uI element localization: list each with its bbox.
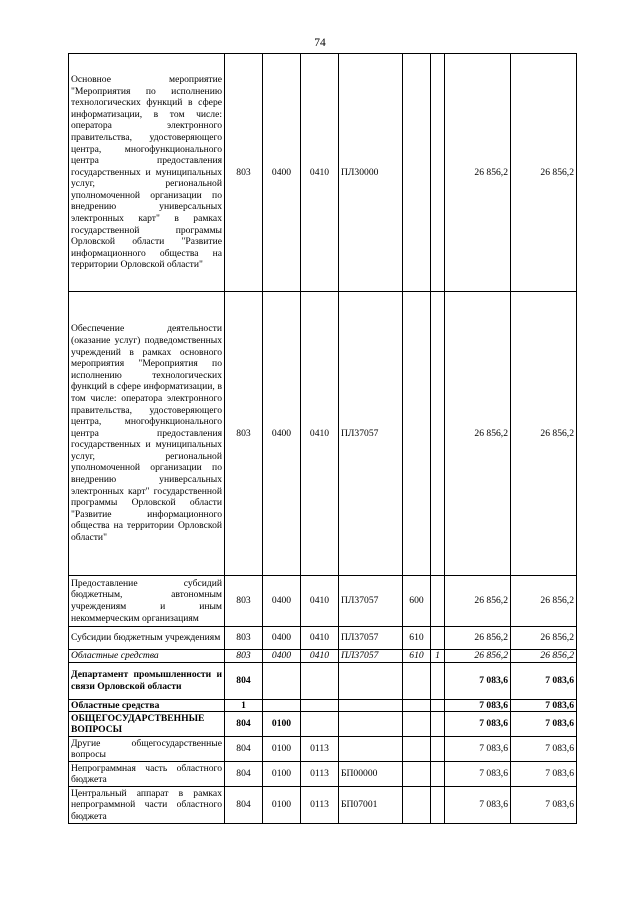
row-sum1-cell: 26 856,2: [445, 650, 511, 663]
row-sum1-cell: 26 856,2: [445, 627, 511, 650]
row-csr-cell: ПЛ37057: [339, 627, 403, 650]
row-csr-cell: [339, 662, 403, 699]
row-name-cell: Центральный аппарат в рамках непрограммной части областного бюджета: [69, 787, 225, 824]
row-sum1-cell: 7 083,6: [445, 787, 511, 824]
row-vr-cell: [403, 787, 431, 824]
row-name-cell: Субсидии бюджетным учреждениям: [69, 627, 225, 650]
row-pr-cell: [301, 699, 339, 712]
row-sum2-cell: 7 083,6: [511, 737, 577, 762]
row-vr-cell: 610: [403, 627, 431, 650]
row-src-cell: [431, 762, 445, 787]
table-row: [69, 787, 577, 824]
row-pr-cell: 0410: [301, 627, 339, 650]
row-pr-cell: 0410: [301, 576, 339, 627]
table-row: [69, 627, 577, 650]
row-sum2-cell: 26 856,2: [511, 576, 577, 627]
row-src-cell: [431, 737, 445, 762]
table-row: [69, 762, 577, 787]
table-row: [69, 699, 577, 712]
row-name-cell: Департамент промышленности и связи Орловской области: [69, 662, 225, 699]
row-csr-cell: ПЛ37057: [339, 576, 403, 627]
row-sum2-cell: 7 083,6: [511, 699, 577, 712]
row-pr-cell: 0410: [301, 292, 339, 576]
row-csr-cell: [339, 712, 403, 737]
row-rz-cell: 0400: [263, 576, 301, 627]
budget-table-body: [69, 54, 577, 824]
row-grbs-cell: 803: [225, 650, 263, 663]
table-row: [69, 292, 577, 576]
row-grbs-cell: 1: [225, 699, 263, 712]
row-pr-cell: 0113: [301, 787, 339, 824]
budget-table: [68, 53, 577, 824]
row-name-cell: Областные средства: [69, 699, 225, 712]
row-src-cell: [431, 662, 445, 699]
row-pr-cell: 0410: [301, 650, 339, 663]
row-sum1-cell: 26 856,2: [445, 54, 511, 292]
row-csr-cell: [339, 737, 403, 762]
row-src-cell: [431, 712, 445, 737]
row-sum2-cell: 26 856,2: [511, 292, 577, 576]
row-name-cell: Областные средства: [69, 650, 225, 663]
row-src-cell: [431, 787, 445, 824]
row-name-cell: ОБЩЕГОСУДАРСТВЕННЫЕ ВОПРОСЫ: [69, 712, 225, 737]
row-sum2-cell: 26 856,2: [511, 627, 577, 650]
row-vr-cell: [403, 292, 431, 576]
row-name-cell: Основное мероприятие "Мероприятия по исполнению технологических функций в сфере информатизации, в том числе: оператора электронного правительства, удостоверяющего центра, многофункционального центра предоставления государственных и муниципальных услуг, региональной уполномоченной организации по внедрению универсальных электронных карт" в рамках государственной программы Орловской области "Развитие информационного общества на территории Орловской области": [69, 54, 225, 292]
row-csr-cell: [339, 699, 403, 712]
row-src-cell: [431, 292, 445, 576]
row-pr-cell: 0410: [301, 54, 339, 292]
row-name-cell: Непрограммная часть областного бюджета: [69, 762, 225, 787]
row-pr-cell: [301, 712, 339, 737]
row-vr-cell: [403, 699, 431, 712]
row-rz-cell: 0100: [263, 762, 301, 787]
row-rz-cell: [263, 699, 301, 712]
page-number: 74: [314, 37, 326, 49]
row-sum1-cell: 26 856,2: [445, 576, 511, 627]
row-name-cell: Обеспечение деятельности (оказание услуг) подведомственных учреждений в рамках основного мероприятия "Мероприятия по исполнению технологических функций в сфере информатизации, в том числе: оператора электронного правительства, удостоверяющего центра, многофункционального центра предоставления государственных и муниципальных услуг, региональной уполномоченной организации по внедрению универсальных электронных карт" государственной программы Орловской области "Развитие информационного общества на территории Орловской области": [69, 292, 225, 576]
table-row: [69, 576, 577, 627]
row-vr-cell: [403, 54, 431, 292]
row-sum1-cell: 7 083,6: [445, 762, 511, 787]
row-grbs-cell: 804: [225, 662, 263, 699]
row-vr-cell: [403, 712, 431, 737]
row-csr-cell: ПЛ37057: [339, 292, 403, 576]
row-csr-cell: БП00000: [339, 762, 403, 787]
row-grbs-cell: 804: [225, 787, 263, 824]
row-rz-cell: 0400: [263, 650, 301, 663]
row-sum1-cell: 26 856,2: [445, 292, 511, 576]
row-src-cell: 1: [431, 650, 445, 663]
row-grbs-cell: 803: [225, 576, 263, 627]
row-sum1-cell: 7 083,6: [445, 699, 511, 712]
row-src-cell: [431, 627, 445, 650]
row-rz-cell: 0100: [263, 787, 301, 824]
row-rz-cell: 0400: [263, 54, 301, 292]
row-sum2-cell: 7 083,6: [511, 762, 577, 787]
row-grbs-cell: 803: [225, 292, 263, 576]
row-vr-cell: [403, 662, 431, 699]
row-sum1-cell: 7 083,6: [445, 712, 511, 737]
table-row: [69, 54, 577, 292]
row-pr-cell: [301, 662, 339, 699]
row-vr-cell: 600: [403, 576, 431, 627]
row-grbs-cell: 804: [225, 712, 263, 737]
row-rz-cell: 0100: [263, 737, 301, 762]
row-grbs-cell: 804: [225, 737, 263, 762]
row-sum2-cell: 7 083,6: [511, 787, 577, 824]
row-sum1-cell: 7 083,6: [445, 737, 511, 762]
row-name-cell: Другие общегосударственные вопросы: [69, 737, 225, 762]
row-src-cell: [431, 54, 445, 292]
row-name-cell: Предоставление субсидий бюджетным, автономным учреждениям и иным некоммерческим организациям: [69, 576, 225, 627]
table-row: [69, 737, 577, 762]
row-rz-cell: 0100: [263, 712, 301, 737]
row-sum2-cell: 7 083,6: [511, 662, 577, 699]
row-pr-cell: 0113: [301, 737, 339, 762]
row-grbs-cell: 804: [225, 762, 263, 787]
row-csr-cell: ПЛ30000: [339, 54, 403, 292]
row-vr-cell: 610: [403, 650, 431, 663]
row-rz-cell: [263, 662, 301, 699]
table-row: [69, 712, 577, 737]
row-pr-cell: 0113: [301, 762, 339, 787]
row-src-cell: [431, 699, 445, 712]
row-sum2-cell: 26 856,2: [511, 54, 577, 292]
row-vr-cell: [403, 737, 431, 762]
row-vr-cell: [403, 762, 431, 787]
table-row: [69, 662, 577, 699]
row-src-cell: [431, 576, 445, 627]
row-rz-cell: 0400: [263, 292, 301, 576]
row-grbs-cell: 803: [225, 54, 263, 292]
row-grbs-cell: 803: [225, 627, 263, 650]
table-row: [69, 650, 577, 663]
row-csr-cell: ПЛ37057: [339, 650, 403, 663]
row-rz-cell: 0400: [263, 627, 301, 650]
row-sum1-cell: 7 083,6: [445, 662, 511, 699]
row-sum2-cell: 26 856,2: [511, 650, 577, 663]
row-csr-cell: БП07001: [339, 787, 403, 824]
row-sum2-cell: 7 083,6: [511, 712, 577, 737]
